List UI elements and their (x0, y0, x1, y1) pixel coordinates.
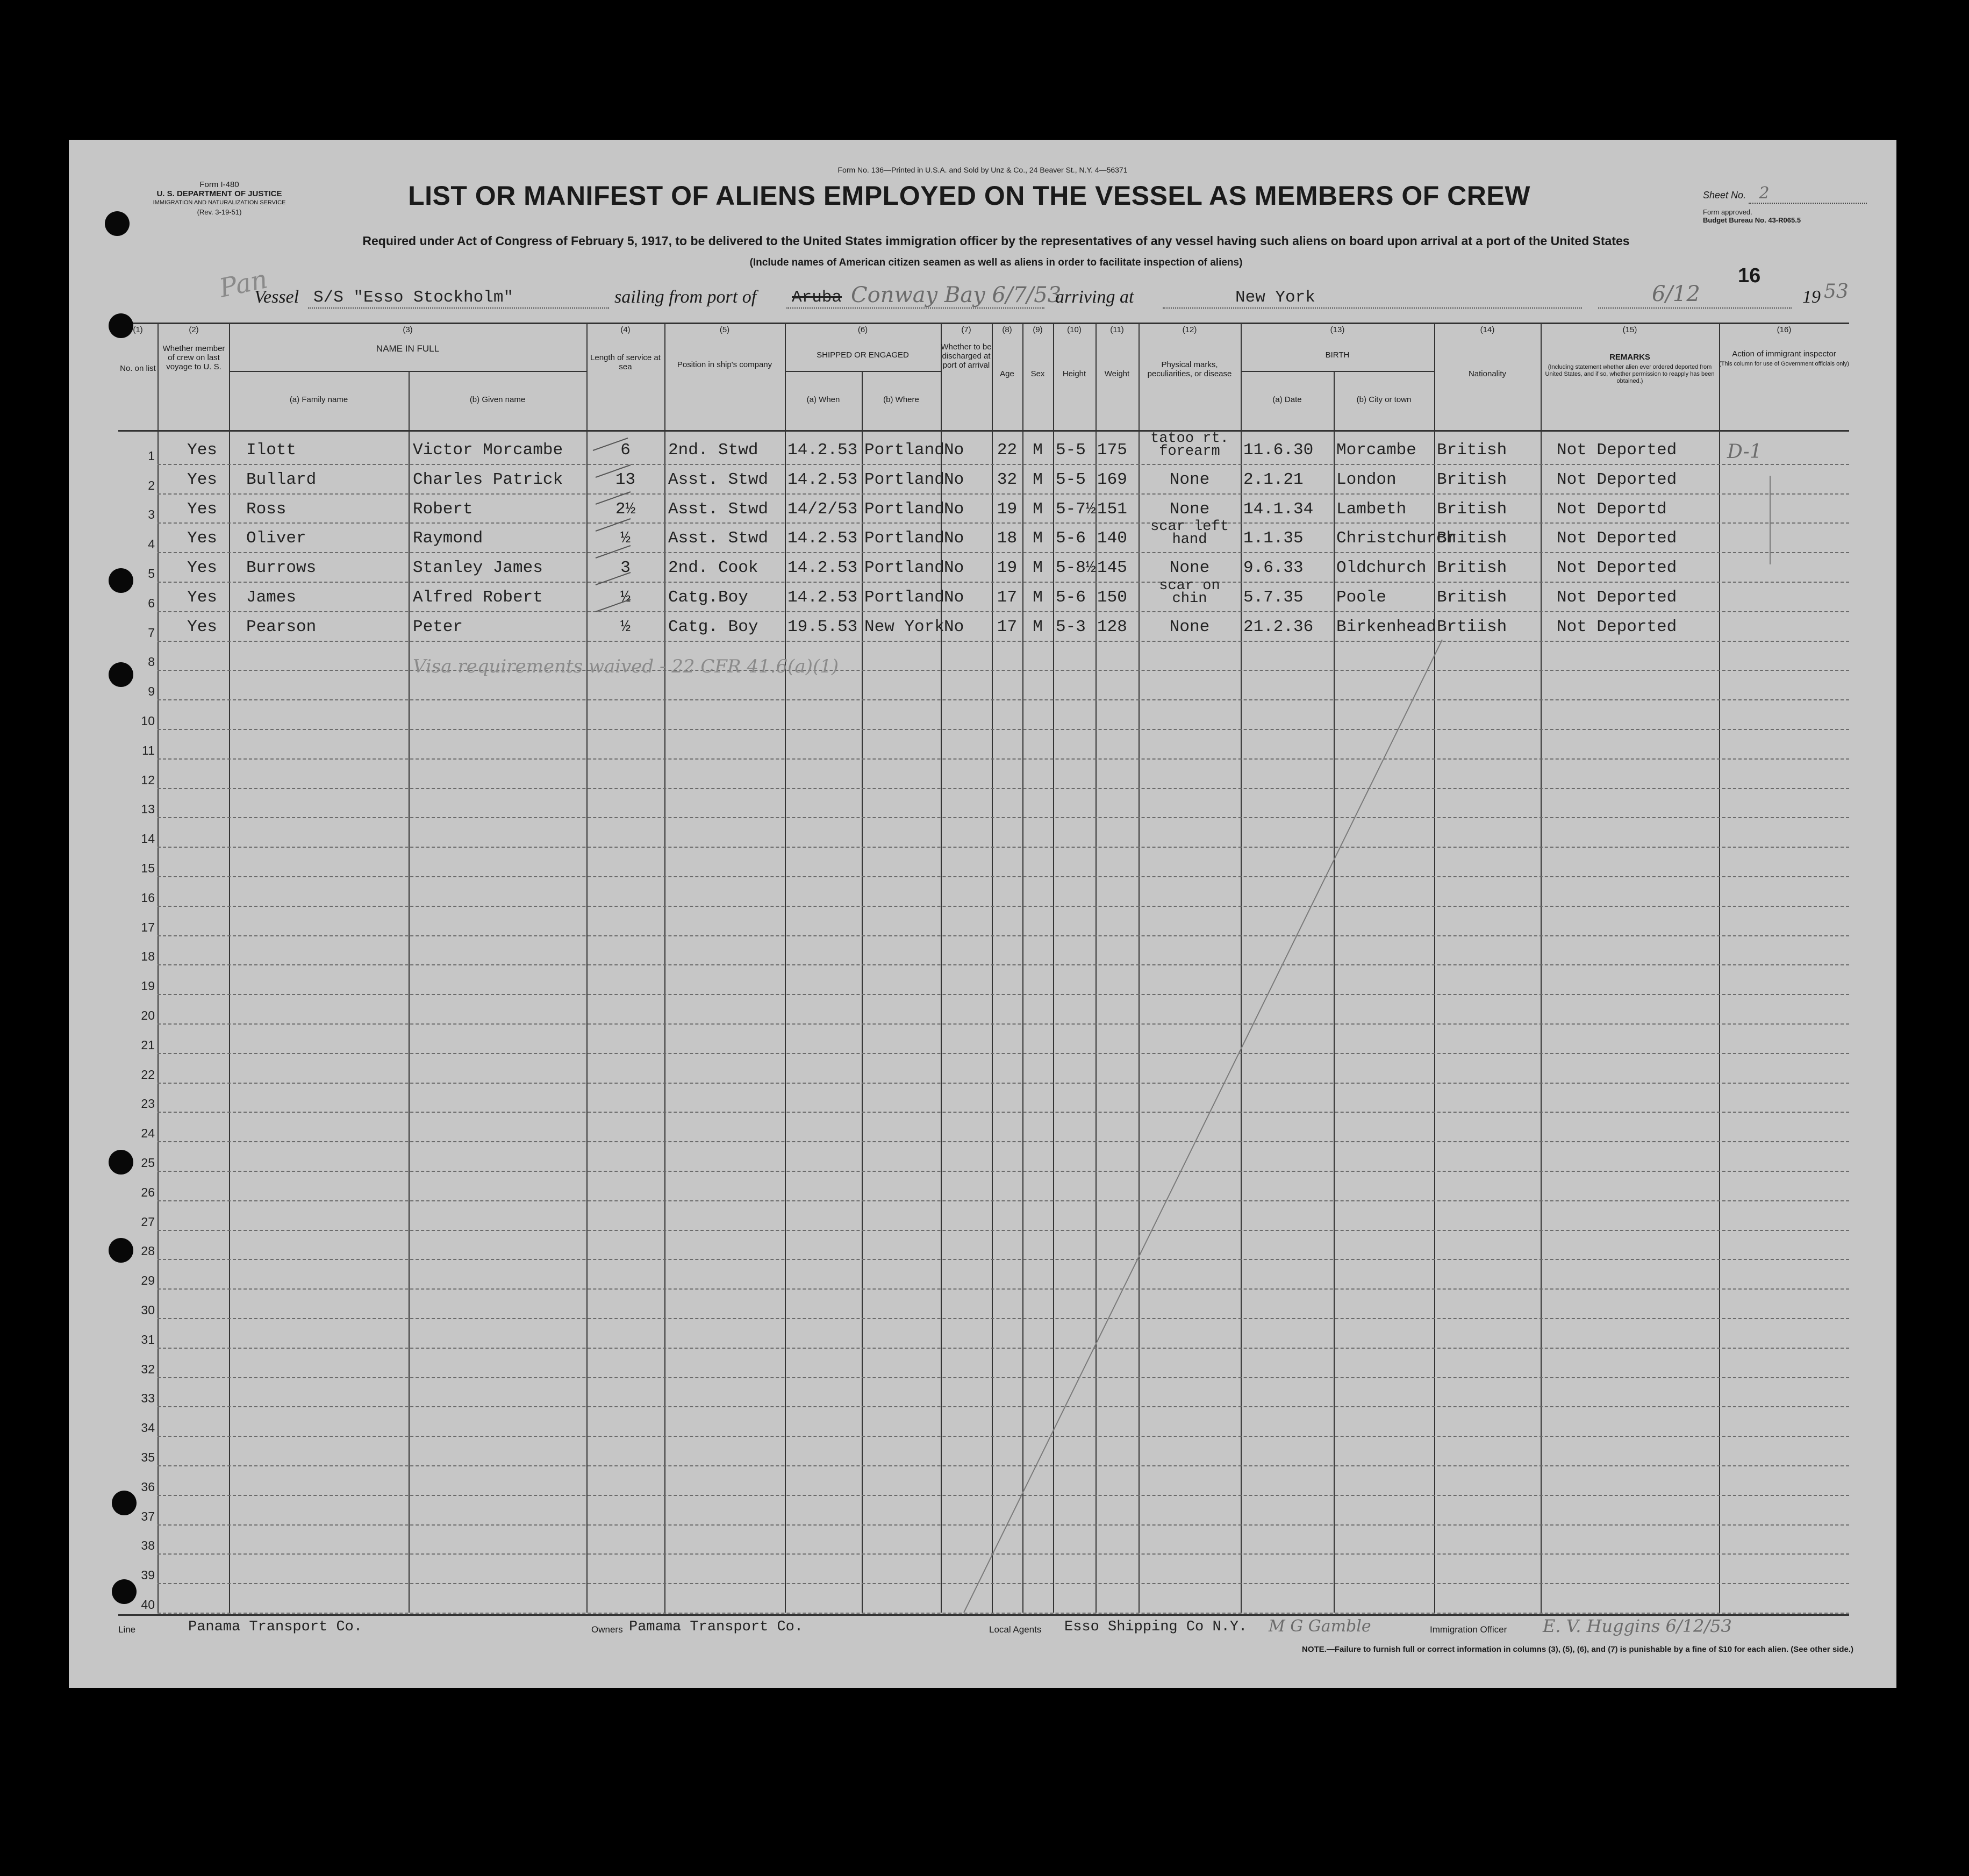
inspector-mark: D-1 (1727, 441, 1762, 463)
page-number: 16 (1738, 264, 1761, 287)
service-check-strokes (593, 438, 631, 612)
header-col-6-label: SHIPPED OR ENGAGED (817, 350, 909, 360)
cell-crew: Yes (187, 617, 217, 636)
binder-hole (109, 662, 133, 687)
cell-position: 2nd. Stwd (668, 441, 758, 460)
cell-service: 6 (620, 441, 631, 460)
cell-nationality: British (1437, 470, 1507, 489)
row-number: 18 (141, 949, 155, 964)
header-col-11-num: (11) (1110, 325, 1124, 334)
cell-service: ½ (620, 617, 631, 636)
cell-where: Portland (864, 588, 944, 607)
cell-service: 3 (620, 558, 631, 578)
row-number: 17 (141, 920, 155, 934)
cell-marks: None (1169, 470, 1210, 489)
cell-weight: 169 (1097, 470, 1127, 489)
vessel-name: S/S "Esso Stockholm" (313, 288, 514, 307)
cell-given: Raymond (413, 529, 483, 548)
printer-line: Form No. 136—Printed in U.S.A. and Sold by Unz & Co., 24 Beaver St., N.Y. 4—56371 (837, 166, 1128, 174)
cell-sex: M (1033, 558, 1043, 578)
cell-where: Portland (864, 558, 944, 578)
row-number: 14 (141, 832, 155, 846)
cell-crew: Yes (187, 470, 217, 489)
cell-bdate: 2.1.21 (1243, 470, 1304, 489)
header-where: (b) Where (883, 395, 919, 404)
cell-position: Catg.Boy (668, 588, 748, 607)
form-subtitle: Required under Act of Congress of February 5, 1917, to be delivered to the United States immigration officer by the representatives of any vessel having such aliens on board upon arrival at a port of the United States (362, 234, 1630, 248)
arriving-port: New York (1235, 288, 1315, 307)
row-number: 11 (142, 743, 155, 757)
form-title: LIST OR MANIFEST OF ALIENS EMPLOYED ON THE VESSEL AS MEMBERS OF CREW (408, 181, 1530, 211)
cell-given: Alfred Robert (413, 588, 543, 607)
header-birth-city: (b) City or town (1356, 395, 1412, 404)
cell-weight: 140 (1097, 529, 1127, 548)
cell-weight: 145 (1097, 558, 1127, 578)
binder-hole (109, 1150, 133, 1175)
cell-bdate: 1.1.35 (1243, 529, 1304, 548)
header-col-3-label: NAME IN FULL (376, 343, 440, 354)
row-number: 10 (141, 714, 155, 728)
header-col-2-num: (2) (189, 325, 199, 334)
cell-height: 5-7½ (1056, 499, 1096, 519)
sailing-label: sailing from port of (614, 287, 757, 307)
cell-crew: Yes (187, 499, 217, 519)
row-number: 38 (141, 1538, 155, 1553)
row-number: 24 (141, 1126, 155, 1141)
row-number: 8 (148, 655, 155, 669)
cell-city: Lambeth (1336, 499, 1407, 519)
row-number: 30 (141, 1303, 155, 1317)
header-col-15-label: REMARKS (1609, 353, 1650, 362)
visa-note: Visa requirements waived - 22 CFR 41.6(a)(1) (413, 656, 839, 677)
cell-age: 19 (997, 499, 1018, 519)
header-col-6-num: (6) (857, 325, 868, 334)
row-number: 27 (141, 1214, 155, 1229)
cell-nationality: British (1437, 499, 1507, 519)
header-col-16-label: Action of immigrant inspector (1732, 349, 1836, 359)
cell-given: Robert (413, 499, 473, 519)
cell-when: 19.5.53 (787, 617, 858, 636)
cell-height: 5-5 (1056, 441, 1086, 460)
cell-marks: scar left hand (1150, 519, 1229, 548)
cell-marks: None (1169, 499, 1210, 519)
cell-bdate: 14.1.34 (1243, 499, 1314, 519)
cell-city: Morcambe (1336, 441, 1416, 460)
budget-number: Budget Bureau No. 43-R065.5 (1703, 216, 1801, 224)
line-company: Panama Transport Co. (188, 1619, 363, 1635)
sheet-label: Sheet No. (1703, 190, 1746, 201)
cell-where: Portland (864, 499, 944, 519)
cell-height: 5-8½ (1056, 558, 1096, 578)
cell-given: Peter (413, 617, 463, 636)
header-col-5-label: Position in ship's company (677, 360, 772, 369)
cell-city: London (1336, 470, 1397, 489)
header-when: (a) When (806, 395, 840, 404)
cell-sex: M (1033, 529, 1043, 548)
header-family-name: (a) Family name (289, 395, 348, 404)
cell-where: Portland (864, 470, 944, 489)
agents-signature: M G Gamble (1269, 1617, 1371, 1636)
cell-crew: Yes (187, 558, 217, 578)
row-number: 32 (141, 1362, 155, 1376)
cell-height: 5-6 (1056, 588, 1086, 607)
cell-discharged: No (944, 588, 964, 607)
cell-family: Ilott (246, 441, 297, 460)
cell-position: 2nd. Cook (668, 558, 758, 578)
cell-weight: 151 (1097, 499, 1127, 519)
cell-remarks: Not Deported (1557, 441, 1677, 460)
cell-city: Birkenhead (1336, 617, 1437, 636)
cell-discharged: No (944, 529, 964, 548)
cell-city: Christchurch (1336, 529, 1457, 548)
cell-city: Poole (1336, 588, 1387, 607)
cell-bdate: 5.7.35 (1243, 588, 1304, 607)
header-col-2-label: Whether member of crew on last voyage to U. S. (162, 344, 225, 371)
cell-position: Asst. Stwd (668, 529, 769, 548)
header-col-16-num: (16) (1777, 325, 1792, 334)
cell-remarks: Not Deportd (1557, 499, 1667, 519)
header-col-4-num: (4) (620, 325, 631, 334)
header-col-7-label: Whether to be discharged at port of arrival (941, 342, 992, 370)
owners-label: Owners (591, 1624, 623, 1635)
cell-family: Oliver (246, 529, 306, 548)
cell-remarks: Not Deported (1557, 588, 1677, 607)
row-number: 40 (141, 1598, 155, 1612)
cell-sex: M (1033, 499, 1043, 519)
row-number: 22 (141, 1067, 155, 1082)
arriving-label: arriving at (1055, 287, 1134, 307)
row-number: 13 (141, 802, 155, 817)
binder-hole (105, 211, 130, 236)
form-approved: Form approved. (1703, 208, 1752, 216)
cell-given: Victor Morcambe (413, 441, 563, 460)
cell-family: James (246, 588, 297, 607)
year-suffix: 53 (1824, 281, 1849, 303)
cell-sex: M (1033, 617, 1043, 636)
row-number: 5 (148, 567, 155, 581)
cell-remarks: Not Deported (1557, 558, 1677, 578)
cell-age: 22 (997, 441, 1018, 460)
binder-hole (109, 568, 133, 593)
cell-age: 17 (997, 617, 1018, 636)
cell-service: ½ (620, 529, 631, 548)
form-number: Form I-480 (199, 180, 239, 189)
cell-discharged: No (944, 499, 964, 519)
cell-marks: scar on chin (1159, 578, 1220, 607)
sheet-number: 2 (1749, 184, 1867, 204)
header-col-11-label: Weight (1104, 369, 1130, 378)
service: IMMIGRATION AND NATURALIZATION SERVICE (153, 199, 286, 206)
cell-discharged: No (944, 441, 964, 460)
header-col-8-label: Age (1000, 369, 1014, 378)
cell-where: Portland (864, 529, 944, 548)
row-number: 31 (141, 1332, 155, 1347)
header-col-15-sub: (Including statement whether alien ever ordered deported from United States, and if so, whether permission to reapply has been obtained.) (1545, 364, 1715, 384)
cell-when: 14.2.53 (787, 529, 858, 548)
row-number: 29 (141, 1273, 155, 1288)
row-number: 15 (141, 861, 155, 875)
header-col-10-label: Height (1062, 369, 1086, 378)
cell-weight: 175 (1097, 441, 1127, 460)
cell-city: Oldchurch (1336, 558, 1427, 578)
header-col-16-sub: (This column for use of Government officials only) (1719, 361, 1849, 367)
cell-service: ½ (620, 588, 631, 607)
row-number: 6 (148, 596, 155, 610)
form-subnote: (Include names of American citizen seamen as well as aliens in order to facilitate inspection of aliens) (749, 257, 1243, 268)
row-number: 36 (141, 1479, 155, 1494)
cell-height: 5-3 (1056, 617, 1086, 636)
cell-discharged: No (944, 558, 964, 578)
line-label: Line (118, 1624, 136, 1635)
cell-when: 14.2.53 (787, 588, 858, 607)
cell-crew: Yes (187, 529, 217, 548)
cell-given: Charles Patrick (413, 470, 563, 489)
binder-hole (112, 1491, 137, 1515)
officer-signature: E. V. Huggins 6/12/53 (1543, 1616, 1732, 1636)
cell-when: 14/2/53 (787, 499, 858, 519)
header-col-9-num: (9) (1033, 325, 1043, 334)
handwritten-strokes (69, 140, 1896, 1688)
port-typed: Aruba (792, 288, 842, 307)
binder-hole (109, 313, 133, 338)
cell-height: 5-6 (1056, 529, 1086, 548)
row-number: 28 (141, 1244, 155, 1258)
cell-nationality: British (1437, 588, 1507, 607)
officer-label: Immigration Officer (1430, 1624, 1507, 1635)
row-number: 7 (148, 625, 155, 640)
cell-discharged: No (944, 617, 964, 636)
header-col-12-label: Physical marks, peculiarities, or disease (1147, 360, 1232, 378)
header-col-14-num: (14) (1480, 325, 1495, 334)
manifest-sheet (69, 140, 1896, 1688)
agents-label: Local Agents (989, 1624, 1042, 1635)
cell-family: Ross (246, 499, 287, 519)
row-number: 20 (141, 1008, 155, 1022)
header-col-5-num: (5) (719, 325, 730, 334)
cell-remarks: Not Deported (1557, 529, 1677, 548)
row-number: 4 (148, 537, 155, 552)
row-number: 3 (148, 507, 155, 522)
cell-crew: Yes (187, 588, 217, 607)
cell-weight: 150 (1097, 588, 1127, 607)
header-col-8-num: (8) (1002, 325, 1012, 334)
cell-when: 14.2.53 (787, 441, 858, 460)
header-col-7-num: (7) (961, 325, 971, 334)
cell-sex: M (1033, 441, 1043, 460)
cell-remarks: Not Deported (1557, 470, 1677, 489)
year-prefix: 19 (1802, 287, 1821, 307)
vessel-label: Vessel (254, 287, 299, 307)
header-col-15-num: (15) (1622, 325, 1637, 334)
cell-crew: Yes (187, 441, 217, 460)
binder-hole (112, 1579, 137, 1604)
header-col-4-label: Length of service at sea (590, 353, 661, 371)
cell-bdate: 21.2.36 (1243, 617, 1314, 636)
cell-where: Portland (864, 441, 944, 460)
header-col-1-label: No. on list (120, 364, 156, 373)
cell-weight: 128 (1097, 617, 1127, 636)
cell-nationality: British (1437, 441, 1507, 460)
cell-position: Catg. Boy (668, 617, 758, 636)
header-col-1-num: (1) (133, 325, 143, 334)
revision: (Rev. 3-19-51) (197, 208, 242, 216)
cell-nationality: British (1437, 558, 1507, 578)
cell-family: Pearson (246, 617, 317, 636)
header-birth-date: (a) Date (1272, 395, 1302, 404)
cell-family: Burrows (246, 558, 317, 578)
row-number: 16 (141, 890, 155, 905)
cancel-diagonal-stroke (964, 640, 1442, 1613)
header-col-13-num: (13) (1330, 325, 1345, 334)
header-col-14-label: Nationality (1468, 369, 1507, 378)
header-col-9-label: Sex (1030, 369, 1045, 378)
row-number: 21 (141, 1037, 155, 1052)
department: U. S. DEPARTMENT OF JUSTICE (156, 189, 282, 198)
cell-position: Asst. Stwd (668, 470, 769, 489)
row-number: 39 (141, 1568, 155, 1583)
cell-sex: M (1033, 470, 1043, 489)
row-number: 34 (141, 1421, 155, 1435)
cell-service: 13 (615, 470, 636, 489)
cell-service: 2½ (615, 499, 636, 519)
row-number: 25 (141, 1156, 155, 1170)
cell-when: 14.2.53 (787, 558, 858, 578)
row-number: 23 (141, 1097, 155, 1111)
cell-position: Asst. Stwd (668, 499, 769, 519)
cell-remarks: Not Deported (1557, 617, 1677, 636)
row-number: 26 (141, 1185, 155, 1199)
cell-where: New York (864, 617, 944, 636)
row-number: 9 (148, 684, 155, 699)
header-col-13-label: BIRTH (1325, 350, 1350, 360)
cell-nationality: British (1437, 529, 1507, 548)
cell-age: 19 (997, 558, 1018, 578)
row-number: 19 (141, 979, 155, 993)
cell-family: Bullard (246, 470, 317, 489)
port-handwritten: Conway Bay 6/7/53 (851, 283, 1062, 307)
row-number: 35 (141, 1450, 155, 1464)
cell-age: 32 (997, 470, 1018, 489)
row-number: 1 (148, 448, 155, 463)
footer-note: NOTE.—Failure to furnish full or correct information in columns (3), (5), (6), and (7) is punishable by a fine of $10 for each alien. (See other side.) (1302, 1645, 1853, 1654)
cell-marks: None (1169, 558, 1210, 578)
cell-sex: M (1033, 588, 1043, 607)
margin-note: Pan (217, 264, 270, 304)
cell-age: 18 (997, 529, 1018, 548)
header-col-10-num: (10) (1067, 325, 1082, 334)
row-number: 33 (141, 1391, 155, 1406)
agents-company: Esso Shipping Co N.Y. (1064, 1619, 1248, 1635)
cell-discharged: No (944, 470, 964, 489)
cell-bdate: 9.6.33 (1243, 558, 1304, 578)
binder-hole (109, 1238, 133, 1263)
cell-bdate: 11.6.30 (1243, 441, 1314, 460)
cell-given: Stanley James (413, 558, 543, 578)
cell-when: 14.2.53 (787, 470, 858, 489)
header-col-3-num: (3) (403, 325, 413, 334)
cell-marks: None (1169, 617, 1210, 636)
header-col-12-num: (12) (1182, 325, 1197, 334)
owners-company: Pamama Transport Co. (629, 1619, 804, 1635)
row-number: 37 (141, 1509, 155, 1523)
cell-nationality: Brtiish (1437, 617, 1507, 636)
cell-age: 17 (997, 588, 1018, 607)
cell-height: 5-5 (1056, 470, 1086, 489)
cell-marks: tatoo rt. forearm (1150, 431, 1229, 460)
row-number: 2 (148, 478, 155, 492)
footer-line (118, 1616, 1849, 1641)
row-number: 12 (141, 772, 155, 787)
arrival-date: 6/12 (1652, 282, 1700, 306)
header-given-name: (b) Given name (469, 395, 526, 404)
